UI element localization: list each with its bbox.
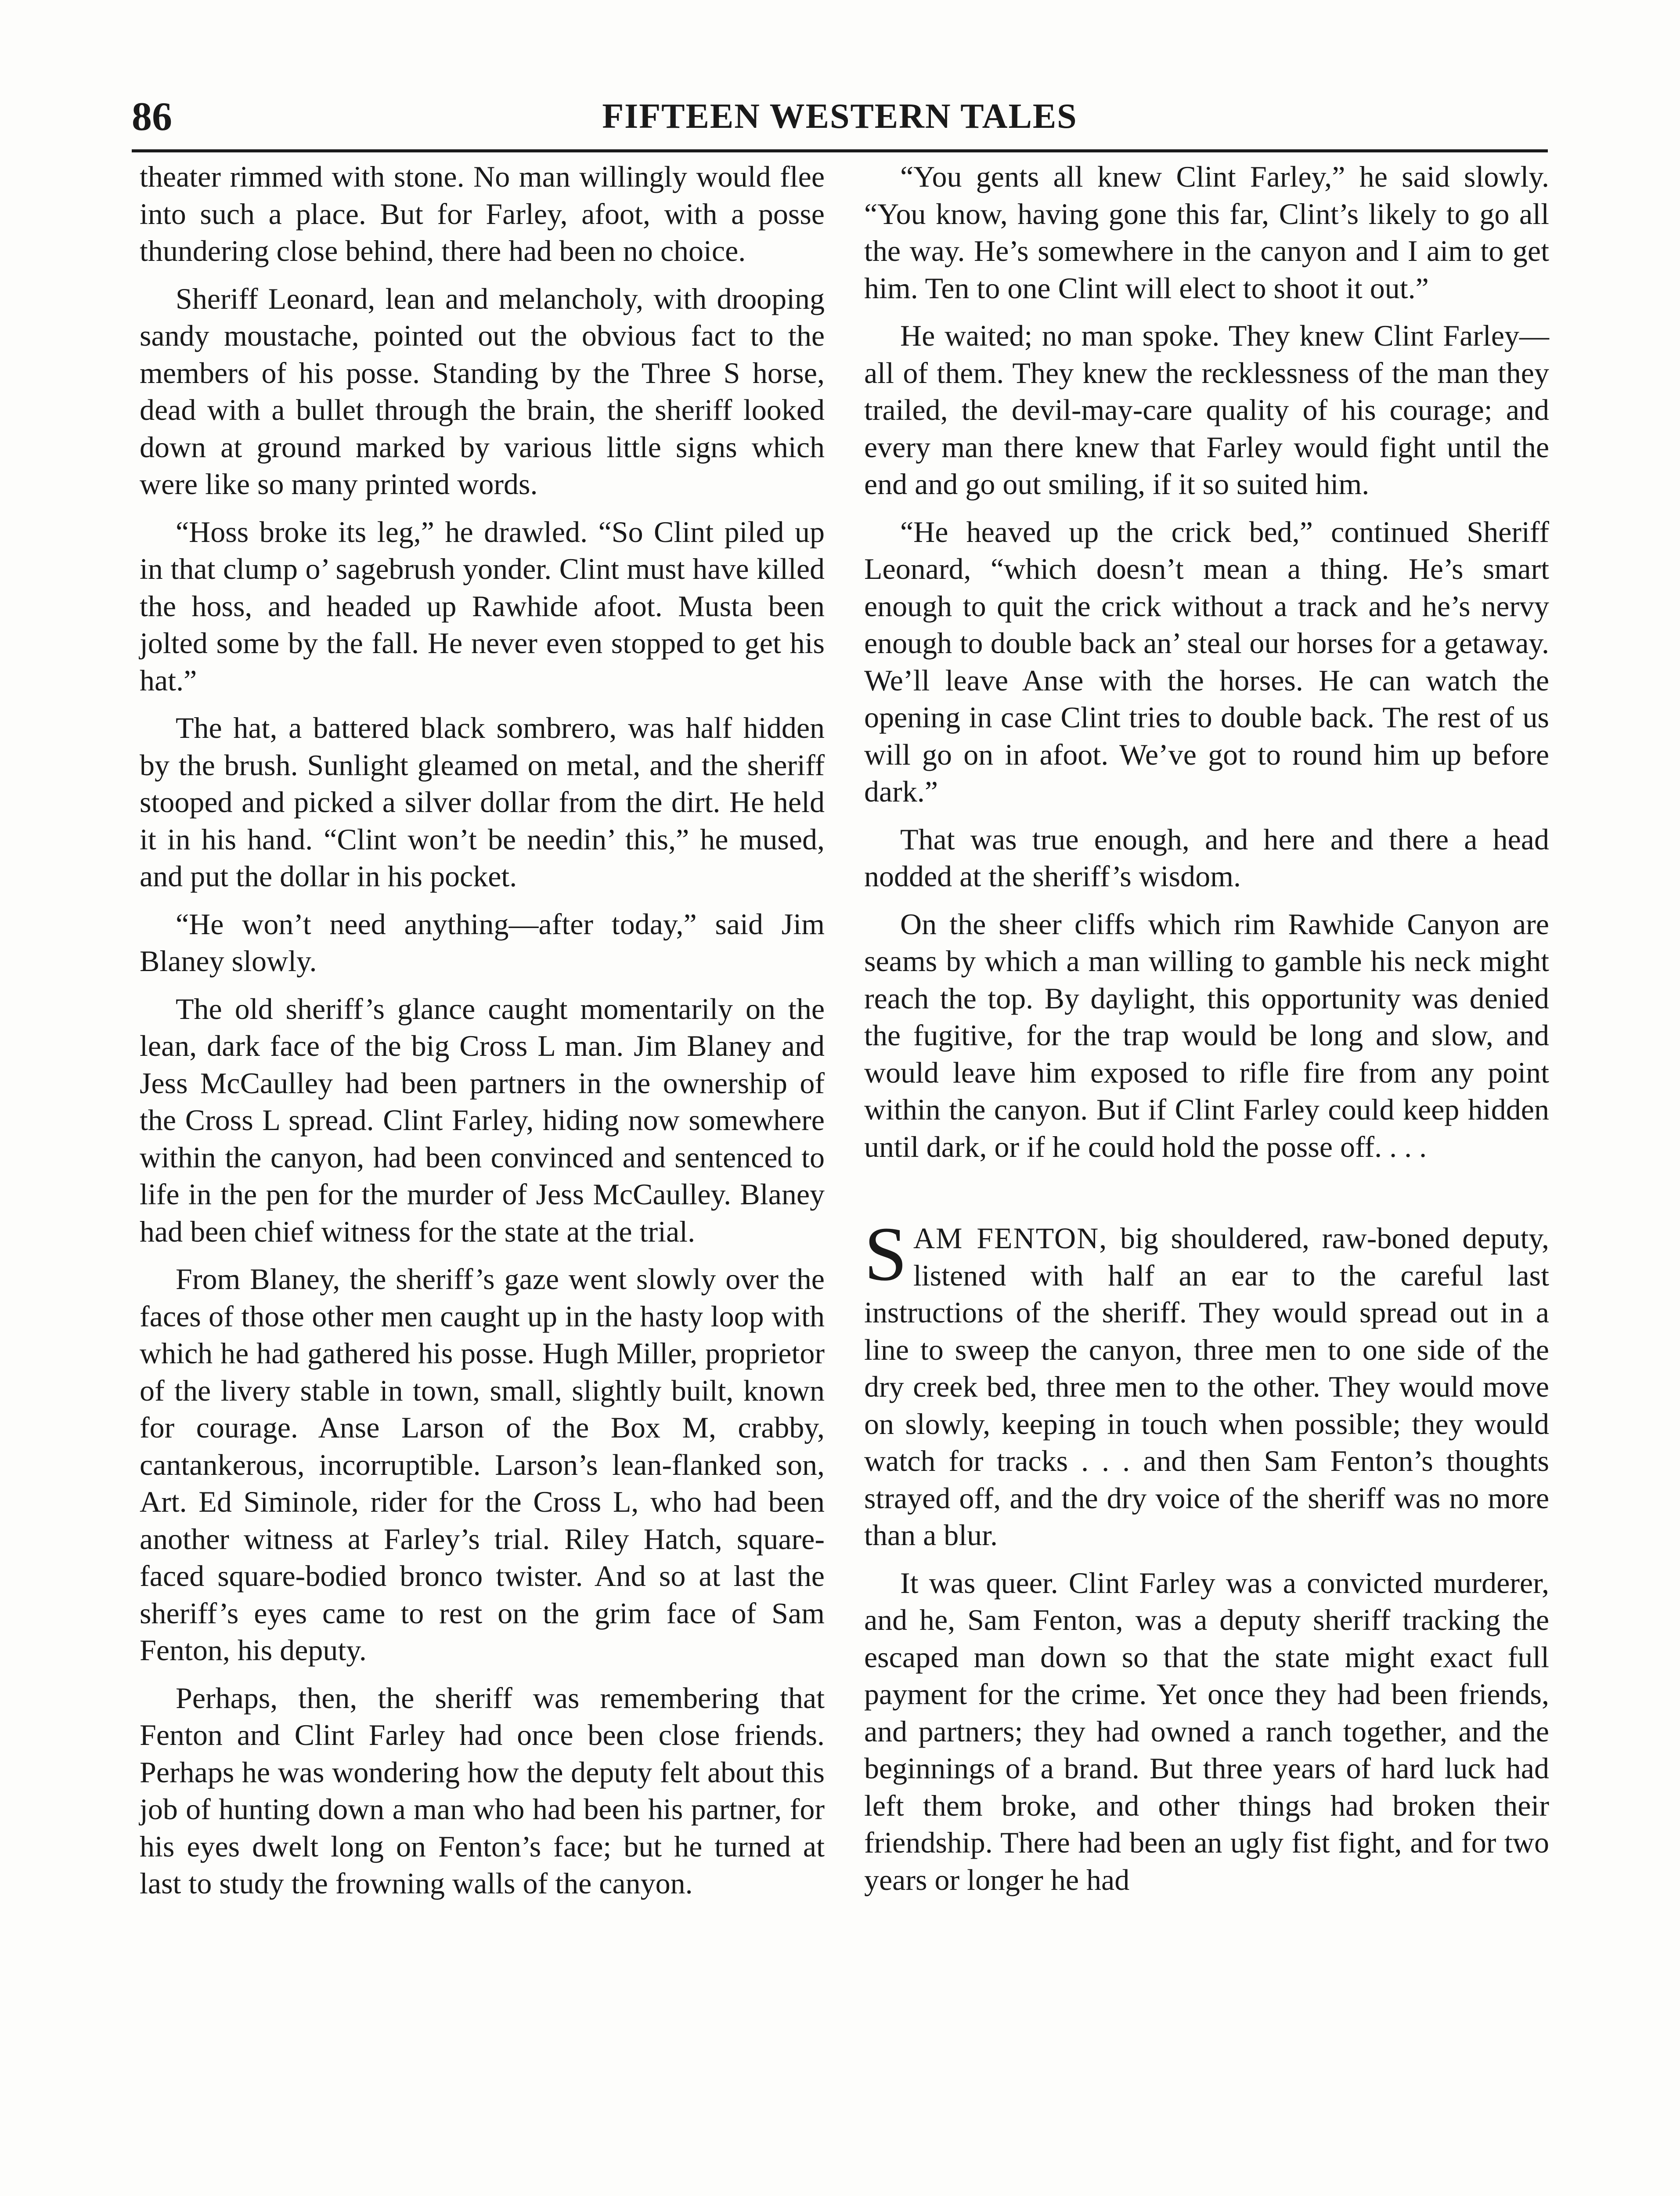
paragraph: From Blaney, the sheriff’s gaze went slowly over the faces of those other men caught up in the hasty loop with which he had gathered his posse. Hugh Miller, proprietor of the livery stable in town, small, slightly built, known for courage. Anse Larson of the Box M, crabby, cantankerous, incorruptible. Larson’s lean-flanked son, Art. Ed Siminole, rider for the Cross L, who had been another witness at Farley’s trial. Riley Hatch, square-faced square-bodied bronco twister. And so at last the sheriff’s eyes came to rest on the grim face of Sam Fenton, his deputy. [140, 1262, 825, 1667]
lead-in: AM FENTON, [913, 1221, 1108, 1255]
paragraph: On the sheer cliffs which rim Rawhide Canyon are seams by which a man willing to gamble his neck might reach the top. By daylight, this opportunity was denied the fugitive, for the trap would be long and slow, and would leave him exposed to rifle fire from any point within the canyon. But if Clint Farley could keep hidden until dark, or if he could hold the posse off. . . . [864, 907, 1549, 1163]
paragraph: “He heaved up the crick bed,” continued Sheriff Leonard, “which doesn’t mean a thing. He’s smart enough to quit the crick without a track and he’s nervy enough to double back an’ steal our horses for a getaway. We’ll leave Anse with the horses. He can watch the opening in case Clint tries to double back. The rest of us will go on in afoot. We’ve got to round him up before dark.” [864, 515, 1549, 808]
page-number: 86 [132, 94, 172, 139]
page-header [132, 83, 1548, 152]
paragraph: “Hoss broke its leg,” he drawled. “So Clint piled up in that clump o’ sagebrush yonder. Clint must have killed the hoss, and headed up Rawhide afoot. Musta been jolted some by the fall. He never even stopped to get his hat.” [140, 515, 825, 697]
paragraph: Sheriff Leonard, lean and melancholy, with drooping sandy moustache, pointed out the obvious fact to the members of his posse. Standing by the Three S horse, dead with a bullet through the brain, the sheriff looked down at ground marked by various little signs which were like so many printed words. [140, 282, 825, 501]
paragraph: He waited; no man spoke. They knew Clint Farley—all of them. They knew the recklessness of the man they trailed, the devil-may-care quality of his courage; and every man there knew that Farley would fight until the end and go out smiling, if it so suited him. [864, 319, 1549, 501]
left-column [140, 158, 825, 1913]
paragraph-text: big shouldered, raw-boned deputy, listened with half an ear to the careful last instructions of the sheriff. They would spread out in a line to sweep the canyon, three men to one side of the dry creek bed, three men to the other. They would move on slowly, keeping in touch when possible; they would watch for tracks . . . and then Sam Fenton’s thoughts strayed off, and the dry voice of the sheriff was no more than a blur. [864, 1221, 1549, 1552]
running-title: FIFTEEN WESTERN TALES [602, 97, 1078, 136]
right-column [864, 158, 1549, 1909]
drop-cap: S [864, 1211, 907, 1297]
paragraph: It was queer. Clint Farley was a convicted murderer, and he, Sam Fenton, was a deputy sheriff tracking the escaped man down so that the state might exact full payment for the crime. Yet once they had been friends, and partners; they had owned a ranch together, and the beginnings of a brand. But three years of hard luck had left them broke, and other things had broken their friendship. There had been an ugly fist fight, and for two years or longer he had [864, 1566, 1549, 1896]
paragraph: Perhaps, then, the sheriff was remembering that Fenton and Clint Farley had once been close friends. Perhaps he was wondering how the deputy felt about this job of hunting down a man who had been his partner, for his eyes dwelt long on Fenton’s face; but he turned at last to study the frowning walls of the canyon. [140, 1681, 825, 1900]
paragraph: The hat, a battered black sombrero, was half hidden by the brush. Sunlight gleamed on metal, and the sheriff stooped and picked a silver dollar from the dirt. He held it in his hand. “Clint won’t be needin’ this,” he mused, and put the dollar in his pocket. [140, 711, 825, 893]
paragraph: The old sheriff’s glance caught momentarily on the lean, dark face of the big Cross L man. Jim Blaney and Jess McCaulley had been partners in the ownership of the Cross L spread. Clint Farley, hiding now somewhere within the canyon, had been convinced and sentenced to life in the pen for the murder of Jess McCaulley. Blaney had been chief witness for the state at the trial. [140, 992, 825, 1248]
paragraph: “He won’t need anything—after today,” said Jim Blaney slowly. [140, 907, 825, 978]
paragraph: “You gents all knew Clint Farley,” he said slowly. “You know, having gone this far, Clint’s likely to go all the way. He’s somewhere in the canyon and I aim to get him. Ten to one Clint will elect to shoot it out.” [864, 160, 1549, 305]
section-opening-paragraph [864, 1211, 1549, 1554]
paragraph: theater rimmed with stone. No man willingly would flee into such a place. But for Farley, afoot, with a posse thundering close behind, there had been no choice. [140, 160, 825, 267]
section-break [864, 1176, 1549, 1220]
paragraph: That was true enough, and here and there a head nodded at the sheriff’s wisdom. [864, 822, 1549, 893]
